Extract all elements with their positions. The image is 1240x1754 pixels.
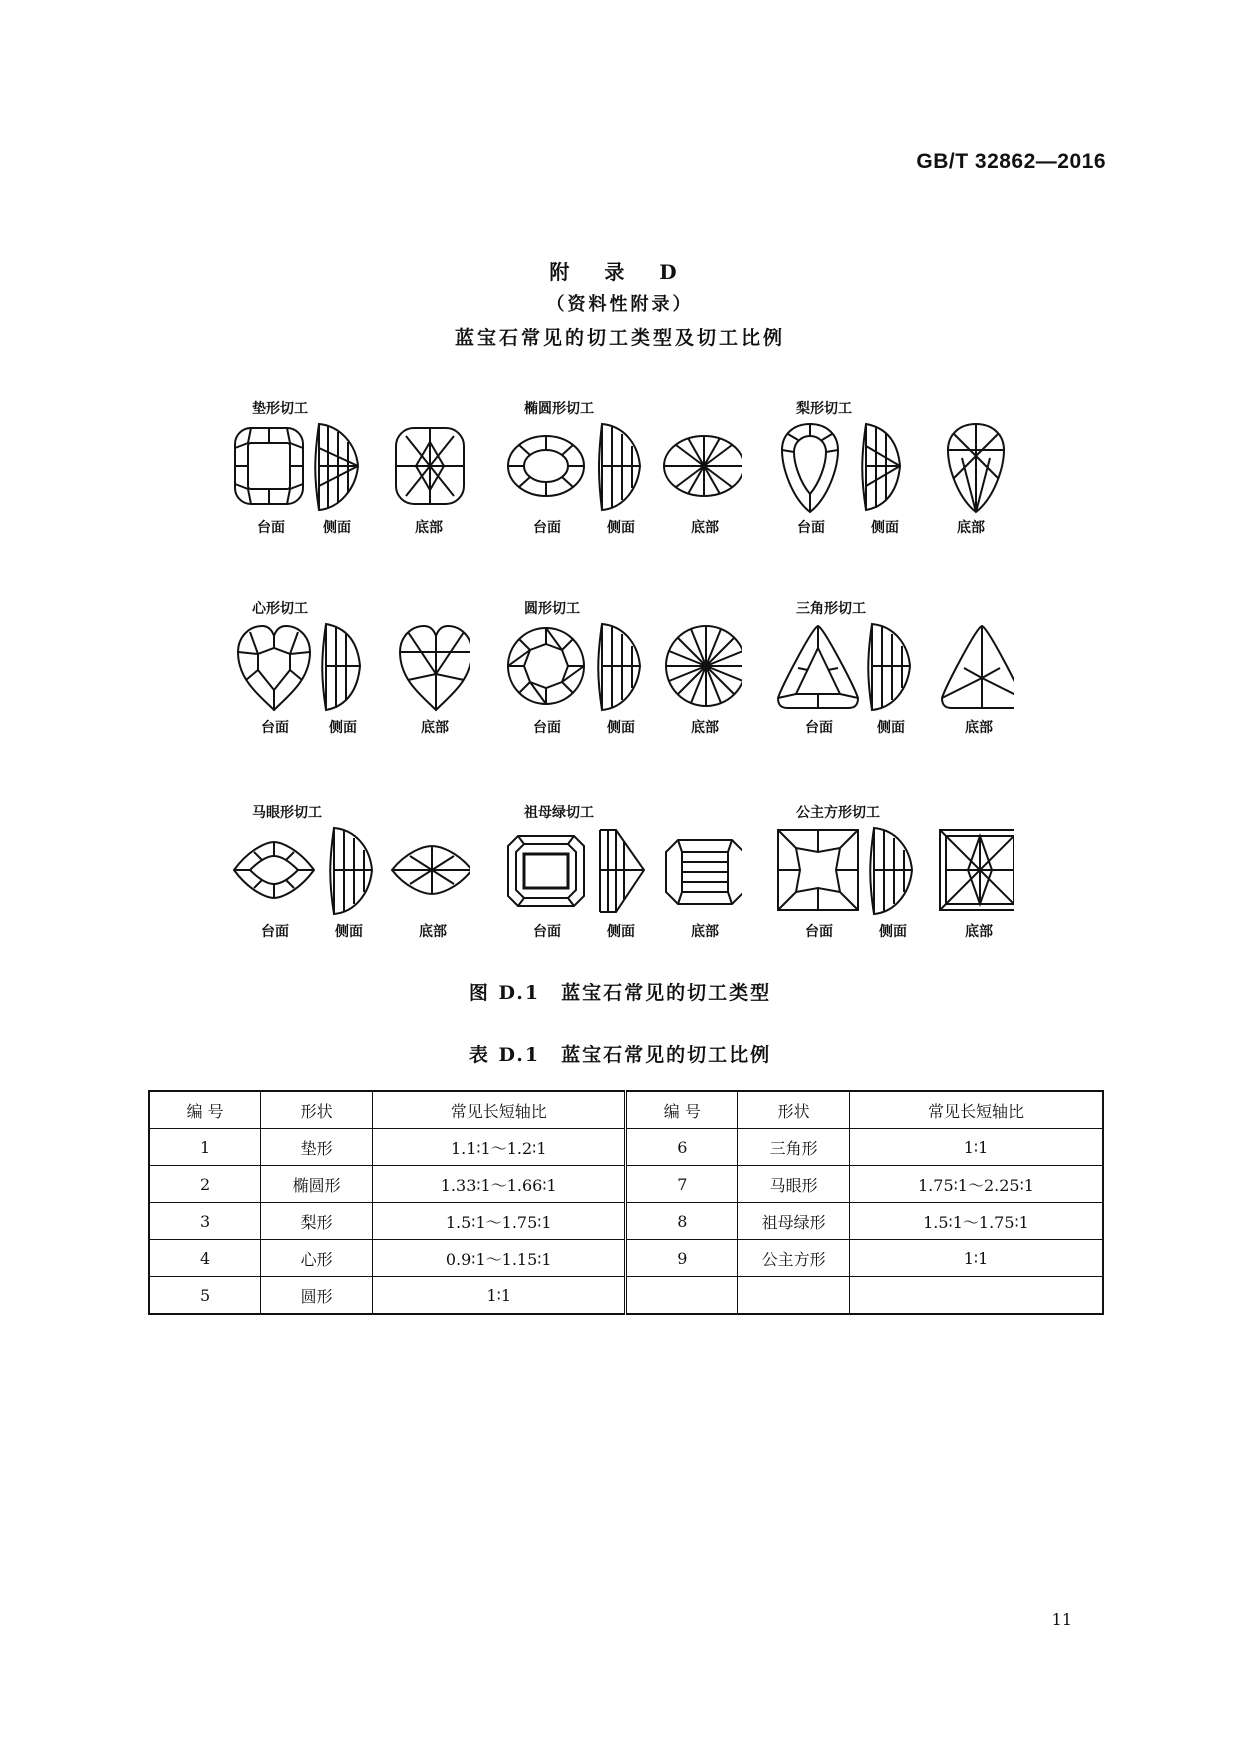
- side-view-drawing: [330, 828, 372, 914]
- table-view-drawing: [778, 830, 858, 910]
- cut-name: 三角形切工: [796, 601, 866, 617]
- princess-cut-drawing: [774, 822, 1014, 922]
- side-view-label: 侧面: [335, 924, 363, 940]
- cut-name: 心形切工: [252, 601, 308, 617]
- standard-code: GB/T 32862—2016: [916, 150, 1106, 173]
- cut-group-marquise: [230, 802, 470, 962]
- cut-name: 祖母绿切工: [524, 805, 594, 821]
- table-cell: 1.33∶1～1.66∶1: [373, 1166, 626, 1203]
- bottom-view-drawing: [664, 436, 742, 496]
- table-view-drawing: [778, 626, 858, 708]
- bottom-view-drawing: [940, 830, 1014, 910]
- table-cell: 8: [626, 1203, 738, 1240]
- bottom-view-label: 底部: [965, 924, 993, 940]
- side-view-drawing: [598, 624, 640, 710]
- table-view-label: 台面: [533, 720, 561, 736]
- table-row: [149, 1277, 1103, 1315]
- side-view-label: 侧面: [329, 720, 357, 736]
- page-number: 11: [1051, 1610, 1072, 1629]
- table-cell: 1∶1: [373, 1277, 626, 1315]
- cut-name: 马眼形切工: [252, 805, 322, 821]
- table-cell: 心形: [261, 1240, 373, 1277]
- cut-ratio-table: [148, 1090, 1104, 1315]
- table-cell: 0.9∶1～1.15∶1: [373, 1240, 626, 1277]
- emerald-cut-drawing: [502, 822, 742, 922]
- side-view-drawing: [862, 424, 900, 510]
- annex-type: （资料性附录）: [546, 294, 694, 315]
- cut-group-princess: [774, 802, 1014, 962]
- side-view-label: 侧面: [877, 720, 905, 736]
- cut-group-triangle: [774, 598, 1014, 758]
- cut-name: 椭圆形切工: [524, 401, 594, 417]
- table-view-label: 台面: [805, 720, 833, 736]
- side-view-label: 侧面: [879, 924, 907, 940]
- table-cell: 3: [149, 1203, 261, 1240]
- bottom-view-label: 底部: [419, 924, 447, 940]
- table-cell: 9: [626, 1240, 738, 1277]
- marquise-cut-drawing: [230, 822, 470, 922]
- bottom-view-label: 底部: [965, 720, 993, 736]
- round-cut-drawing: [502, 618, 742, 718]
- table-view-drawing: [234, 842, 314, 898]
- side-view-label: 侧面: [607, 720, 635, 736]
- table-header-row: [149, 1091, 1103, 1129]
- table-cell: [626, 1277, 738, 1315]
- bottom-view-label: 底部: [957, 520, 985, 536]
- side-view-label: 侧面: [607, 924, 635, 940]
- side-view-drawing: [599, 424, 640, 510]
- table-row: [149, 1166, 1103, 1203]
- table-view-label: 台面: [533, 924, 561, 940]
- side-view-drawing: [868, 624, 910, 710]
- table-view-label: 台面: [805, 924, 833, 940]
- table-view-label: 台面: [257, 520, 285, 536]
- table-cell: 7: [626, 1166, 738, 1203]
- bottom-view-drawing: [396, 428, 464, 504]
- table-cell: 梨形: [261, 1203, 373, 1240]
- cut-group-oval: [502, 398, 742, 558]
- bottom-view-label: 底部: [691, 520, 719, 536]
- header-cell: 常见长短轴比: [373, 1091, 626, 1129]
- header-cell: 形状: [738, 1091, 850, 1129]
- table-cell: 马眼形: [738, 1166, 850, 1203]
- bottom-view-drawing: [392, 846, 470, 894]
- cushion-cut-drawing: [230, 418, 470, 518]
- cut-name: 垫形切工: [252, 401, 308, 417]
- table-cell: [849, 1277, 1103, 1315]
- annex-heading: 蓝宝石常见的切工类型及切工比例: [454, 327, 785, 349]
- table-view-drawing: [508, 436, 584, 496]
- cut-group-heart: [230, 598, 470, 758]
- cut-name: 圆形切工: [524, 601, 580, 617]
- table-cell: 1.1∶1～1.2∶1: [373, 1129, 626, 1166]
- table-cell: 三角形: [738, 1129, 850, 1166]
- bottom-view-label: 底部: [415, 520, 443, 536]
- bottom-view-label: 底部: [691, 924, 719, 940]
- bottom-view-label: 底部: [691, 720, 719, 736]
- bottom-view-drawing: [666, 840, 742, 904]
- table-row: [149, 1203, 1103, 1240]
- side-view-label: 侧面: [323, 520, 351, 536]
- table-view-drawing: [782, 424, 838, 512]
- table-cell: 圆形: [261, 1277, 373, 1315]
- table-cell: [738, 1277, 850, 1315]
- cut-name: 梨形切工: [796, 401, 852, 417]
- side-view-drawing: [315, 424, 358, 510]
- bottom-view-label: 底部: [421, 720, 449, 736]
- header-cell: 编 号: [626, 1091, 738, 1129]
- table-cell: 4: [149, 1240, 261, 1277]
- annex-title: 附 录 D: [549, 260, 691, 284]
- cut-group-pear: [774, 398, 1014, 558]
- side-view-drawing: [600, 830, 644, 912]
- cut-group-round: [502, 598, 742, 758]
- side-view-drawing: [322, 624, 360, 710]
- table-view-label: 台面: [797, 520, 825, 536]
- table-cell: 2: [149, 1166, 261, 1203]
- cut-group-emerald: [502, 802, 742, 962]
- header-cell: 编 号: [149, 1091, 261, 1129]
- header-cell: 常见长短轴比: [849, 1091, 1103, 1129]
- bottom-view-drawing: [948, 424, 1004, 512]
- heart-cut-drawing: [230, 618, 470, 718]
- cut-name: 公主方形切工: [796, 805, 880, 821]
- bottom-view-drawing: [400, 626, 470, 710]
- table-view-drawing: [235, 428, 303, 504]
- bottom-view-drawing: [666, 626, 742, 706]
- table-cell: 1∶1: [849, 1240, 1103, 1277]
- table-cell: 1.5∶1～1.75∶1: [373, 1203, 626, 1240]
- side-view-drawing: [870, 828, 912, 914]
- table-cell: 祖母绿形: [738, 1203, 850, 1240]
- triangle-cut-drawing: [774, 618, 1014, 718]
- table-cell: 5: [149, 1277, 261, 1315]
- table-cell: 1∶1: [849, 1129, 1103, 1166]
- table-cell: 椭圆形: [261, 1166, 373, 1203]
- table-cell: 1.5∶1～1.75∶1: [849, 1203, 1103, 1240]
- table-view-drawing: [508, 628, 584, 704]
- header-cell: 形状: [261, 1091, 373, 1129]
- cut-group-cushion: [230, 398, 470, 558]
- table-view-label: 台面: [261, 924, 289, 940]
- table-view-label: 台面: [261, 720, 289, 736]
- figure-caption: 图 D.1 蓝宝石常见的切工类型: [468, 982, 772, 1004]
- table-view-drawing: [238, 626, 310, 710]
- pear-cut-drawing: [774, 418, 1014, 518]
- annex-title-block: [0, 255, 1240, 355]
- side-view-label: 侧面: [871, 520, 899, 536]
- table-view-label: 台面: [533, 520, 561, 536]
- table-view-drawing: [508, 836, 584, 906]
- table-row: [149, 1129, 1103, 1166]
- side-view-label: 侧面: [607, 520, 635, 536]
- table-caption: 表 D.1 蓝宝石常见的切工比例: [468, 1044, 772, 1066]
- bottom-view-drawing: [942, 626, 1014, 708]
- table-row: [149, 1240, 1103, 1277]
- oval-cut-drawing: [502, 418, 742, 518]
- table-cell: 1: [149, 1129, 261, 1166]
- table-cell: 1.75∶1～2.25∶1: [849, 1166, 1103, 1203]
- table-cell: 公主方形: [738, 1240, 850, 1277]
- table-cell: 6: [626, 1129, 738, 1166]
- table-cell: 垫形: [261, 1129, 373, 1166]
